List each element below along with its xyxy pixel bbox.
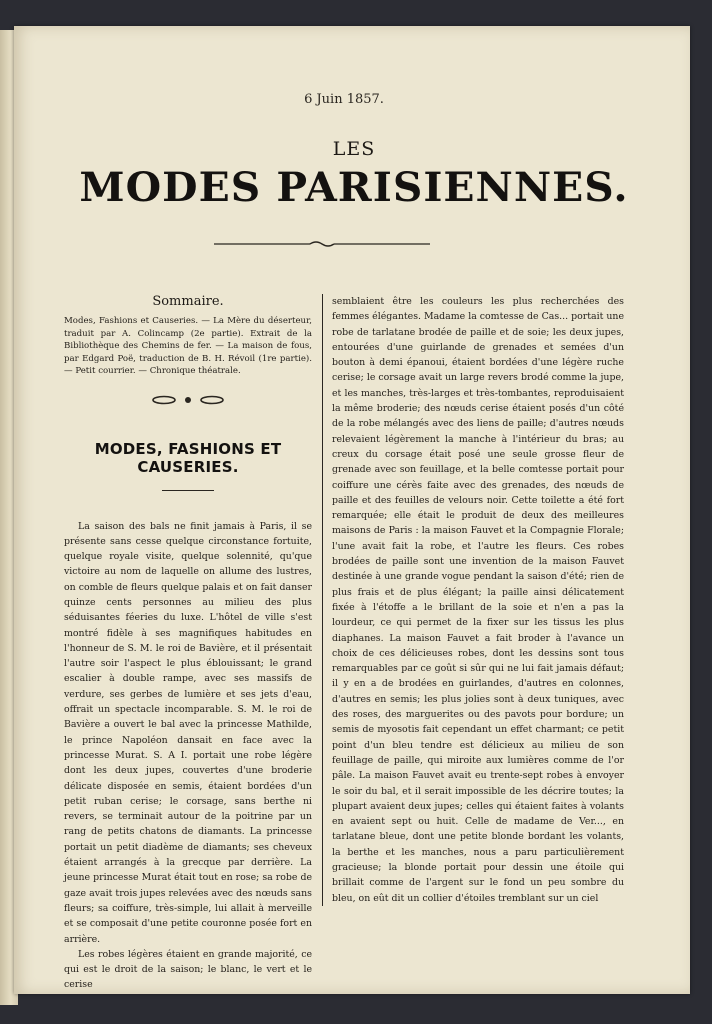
masthead-article: LES	[332, 138, 376, 160]
summary-heading: Sommaire.	[152, 294, 224, 309]
left-column	[64, 294, 312, 993]
column-divider	[322, 294, 323, 906]
summary-text: Modes, Fashions et Causeries. — La Mère du déserteur, traduit par A. Colincamp (2e partie). Extrait de la Bibliothèque des Chemins de fer. — La maison de fous, par Edgard Poë, traduction de B. H. Révoil (1re partie). — Petit courrier. — Chronique théatrale.	[64, 316, 312, 376]
masthead-ornament-rule	[214, 240, 430, 248]
article-heading: MODES, FASHIONS ET CAUSERIES.	[94, 439, 282, 476]
issue-date: 6 Juin 1857.	[304, 92, 384, 107]
masthead-title: MODES PARISIENNES.	[79, 164, 629, 211]
article-paragraph-1: La saison des bals ne finit jamais à Paris, il se présente sans cesse quelque circonstance fortuite, quelque royale visite, quelque solennité, qu'que victoire au nom de laquelle on allume des lustres, on comble de fleurs quelque palais et on fait danser quinze cents personnes au milieu des plus séduisantes féeries du luxe. L'hôtel de ville s'est montré fidèle à ses magnifiques habitudes en l'honneur de S. M. le roi de Bavière, et il présentait l'autre soir l'aspect le plus éblouissant; le grand escalier à double rampe, avec ses massifs de verdure, ses gerbes de lumière et ses jets d'eau, offrait un spectacle incomparable. S. M. le roi de Bavière a ouvert le bal avec la princesse Mathilde, le prince Napoléon dansait en face avec la princesse Murat. S. A I. portait une robe légère dont les deux jupes, couvertes d'une broderie délicate disposée en semis, étaient bordées d'un petit ruban cerise; le corsage, sans berthe ni revers, se terminait autour de la poitrine par un rang de petits chatons de diamants. La princesse portait un petit diadème de diamants; ses cheveux étaient arrangés à la grecque par derrière. La jeune princesse Murat était tout en rose; sa robe de gaze avait trois jupes relevées avec des nœuds sans fleurs; sa coiffure, très-simple, lui allait à merveille et se composait d'une petite couronne posée fort en arrière.	[64, 520, 312, 945]
heading-rule	[162, 490, 214, 491]
section-ornament	[152, 394, 224, 406]
article-continuation: semblaient être les couleurs les plus recherchées des femmes élégantes. Madame la comtesse de Cas... portait une robe de tarlatane brodée de paille et de soie; les deux jupes, entourées d'une guirlande de grenades et semées d'un bouton à demi épanoui, étaient bordées d'une légère ruche cerise; le corsage avait un large revers brodé comme la jupe, et les manches, très-larges et très-tombantes, reproduisaient la même broderie; des nœuds cerise étaient posés d'un côté de la robe mélangés avec des liens de paille; d'autres nœuds relevaient légèrement la manche à l'intérieur du bras; au creux du corsage était posé une seule grosse fleur de grenade avec son feuillage, et la belle comtesse portait pour coiffure une cérès faite avec des grenades, des nœuds de paille et des feuilles de velours noir. Cette toilette a été fort remarquée; elle était le produit de deux des meilleures maisons de Paris : la maison Fauvet et la Compagnie Florale; l'une avait fait la robe, et l'autre les fleurs. Ces robes brodées de paille sont une invention de la maison Fauvet destinée à une grande vogue pendant la saison d'été; rien de plus frais et de plus élégant; la paille ainsi délicatement fixée à l'étoffe a le brillant de la soie et n'en a pas la lourdeur, ce qui permet de la fixer sur les tissus les plus diaphanes. La maison Fauvet a fait broder à l'avance un choix de ces délicieuses robes, dont les dessins sont tous remarquables par ce goût si sûr qui ne lui fait jamais défaut; il y en a de brodées en guirlandes, d'autres en colonnes, d'autres en semis; les plus jolies sont à deux tuniques, avec des roses, des marguerites ou des pavots pour bordure; un semis de myosotis fait cependant un effet charmant; ce petit point d'un bleu tendre est délicieux au milieu de son feuillage de paille, qui miroite aux lumières comme de l'or pâle. La maison Fauvet avait eu trente-sept robes à envoyer le soir du bal, et il serait impossible de les décrire toutes; la plupart avaient deux jupes; celles qui étaient faites à volants en avaient sept ou huit. Celle de madame de Ver..., en tarlatane bleue, dont une petite blonde bordant les volants, la berthe et les manches, nous a paru particulièrement gracieuse; la blonde portait pour dessin une étoile qui brillait comme de l'argent sur le fond un peu sombre du bleu, on eût dit un collier d'étoiles tremblant sur un ciel	[332, 296, 624, 904]
right-column	[332, 294, 624, 906]
newspaper-page	[14, 26, 690, 994]
article-paragraph-2: Les robes légères étaient en grande majorité, ce qui est le droit de la saison; le blanc, le vert et le cerise	[64, 948, 312, 991]
